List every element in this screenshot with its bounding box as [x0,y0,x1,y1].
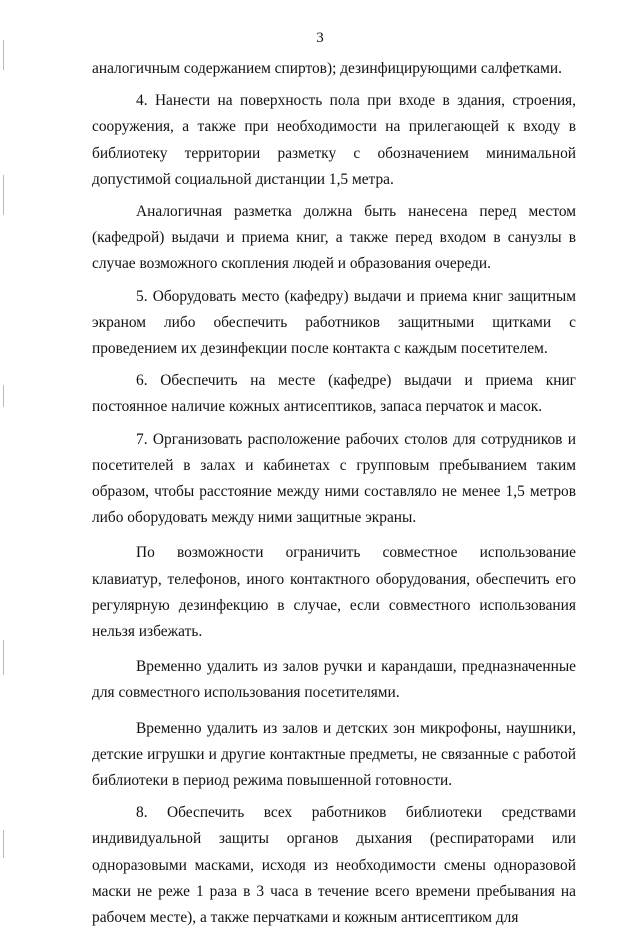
paragraph-item-5: 5. Оборудовать место (кафедру) выдачи и приема книг защитным экраном либо обеспечить работников защитными щитками с проведением их дезинфекции после контакта с каждым посетителем. [92,287,576,358]
paragraph-shared-equipment: По возможности ограничить совместное использование клавиатур, телефонов, иного контактного оборудования, обеспечить его регулярную дезинфекцию в случае, если совместного использования нельзя избежать. [92,544,576,641]
paragraph-pens-pencils: Временно удалить из залов ручки и карандаши, предназначенные для совместного использования посетителями. [92,658,576,702]
paragraph-marking-note: Аналогичная разметка должна быть нанесена перед местом (кафедрой) выдачи и приема книг, а также перед входом в санузлы в случае возможного скопления людей и образования очереди. [92,203,576,273]
page-number: 3 [316,30,324,46]
paragraph-contact-items: Временно удалить из залов и детских зон микрофоны, наушники, детские игрушки и другие контактные предметы, не связанные с работой библиотеки в период режима повышенной готовности. [92,719,576,790]
scan-artifact [3,175,4,215]
scan-artifact [3,385,4,407]
paragraph-item-7: 7. Организовать расположение рабочих столов для сотрудников и посетителей в залах и кабинетах с групповым пребыванием таким образом, чтобы расстояние между ними составляло не менее 1,5 метров либо оборудовать между ними защитные экраны. [92,430,576,527]
scan-artifact [3,640,4,675]
scan-artifact [3,830,4,858]
paragraph-continuation: аналогичным содержанием спиртов); дезинфицирующими салфетками. [92,60,562,77]
paragraph-item-4: 4. Нанести на поверхность пола при входе в здания, строения, сооружения, а также при необходимости на прилегающей к входу в библиотеку территории разметку с обозначением минимальной допустимой социальной дистанции 1,5 метра. [92,92,576,188]
paragraph-item-6: 6. Обеспечить на месте (кафедре) выдачи и приема книг постоянное наличие кожных антисептиков, запаса перчаток и масок. [92,372,576,416]
document-body [92,56,576,931]
paragraph-item-8: 8. Обеспечить всех работников библиотеки средствами индивидуальной защиты органов дыхания (респираторами или одноразовыми масками, исходя из необходимости смены одноразовой маски не реже 1 раза в 3 часа в течение всего времени пребывания на рабочем месте), а также перчатками и кожным антисептиком для [92,804,576,927]
